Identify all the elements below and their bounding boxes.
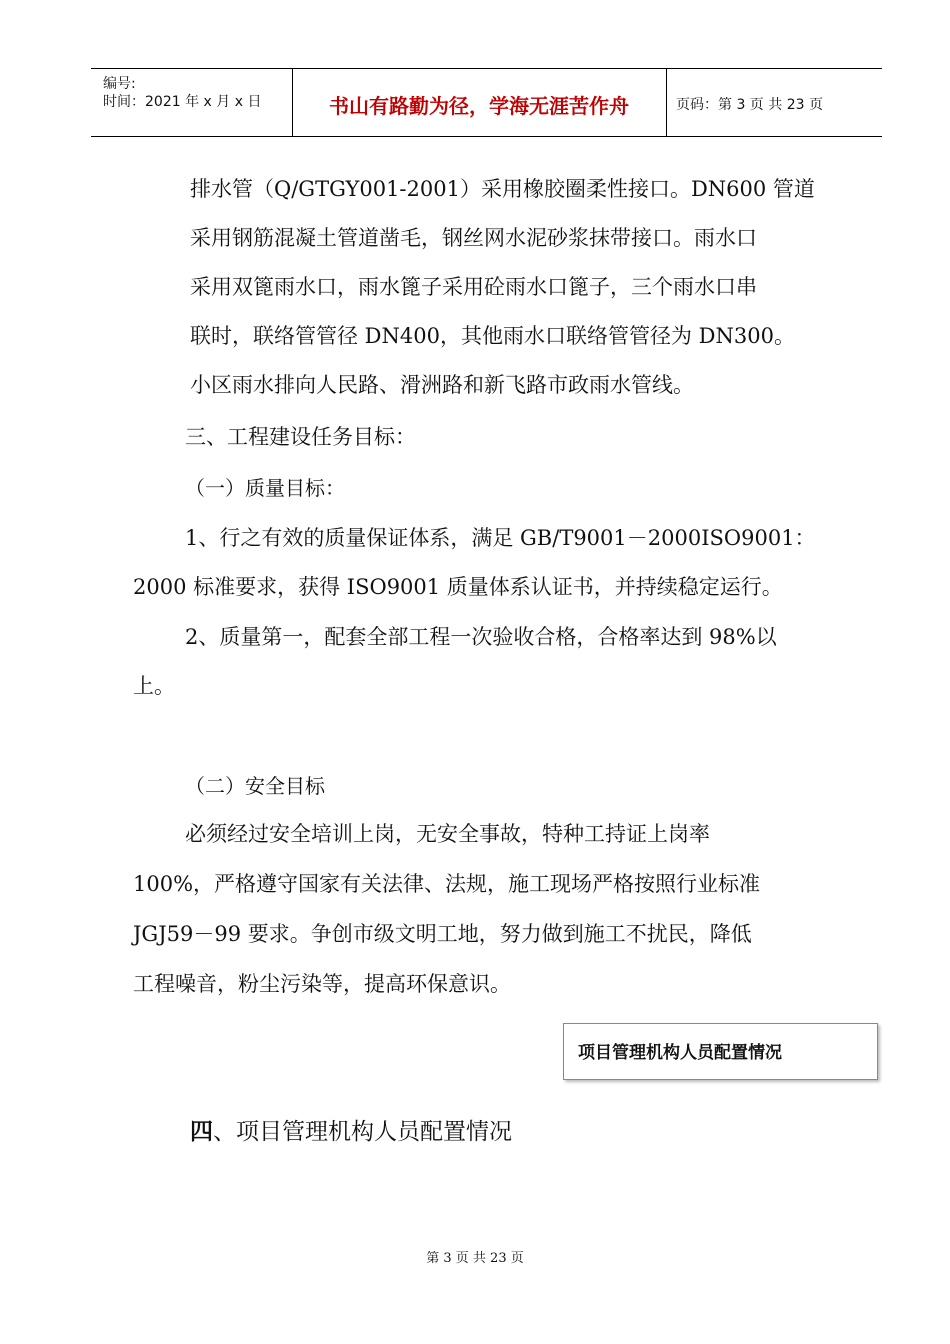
section-4-heading: [190, 1113, 512, 1146]
header-left-cell: [91, 69, 293, 136]
section-4-title: 、项目管理机构人员配置情况: [213, 1119, 512, 1145]
section-4-number: 四: [190, 1118, 213, 1145]
quality-line: 上。: [133, 674, 175, 698]
body-line: 排水管（Q/GTGY001-2001）采用橡胶圈柔性接口。DN600 管道: [190, 177, 815, 201]
safety-line: 工程噪音，粉尘污染等，提高环保意识。: [133, 972, 511, 996]
body-line: 采用双篦雨水口，雨水篦子采用砼雨水口篦子，三个雨水口串: [190, 275, 757, 299]
safety-line: 100%，严格遵守国家有关法律、法规，施工现场严格按照行业标准: [133, 872, 761, 896]
body-line: 采用钢筋混凝土管道凿毛，钢丝网水泥砂浆抹带接口。雨水口: [190, 226, 757, 250]
safety-line: JGJ59－99 要求。争创市级文明工地，努力做到施工不扰民，降低: [133, 922, 752, 946]
quality-goal-heading: （一）质量目标：: [185, 476, 345, 500]
quality-line: 2000 标准要求，获得 ISO9001 质量体系认证书，并持续稳定运行。: [133, 575, 783, 599]
section-3-heading: 三、工程建设任务目标：: [185, 425, 416, 449]
safety-goal-heading: （二）安全目标: [185, 774, 325, 798]
staffing-text-box: [563, 1023, 878, 1080]
page-number-label: 页码：第 3 页 共 23 页: [676, 97, 823, 113]
body-line: 小区雨水排向人民路、滑洲路和新飞路市政雨水管线。: [190, 373, 694, 397]
code-label: 编号:: [103, 76, 136, 92]
header-right-cell: [667, 69, 882, 136]
time-label: 时间：2021 年 x 月 x 日: [103, 94, 262, 110]
quality-line: 1、行之有效的质量保证体系，满足 GB/T9001－2000ISO9001：: [185, 526, 816, 550]
motto: 书山有路勤为径，学海无涯苦作舟: [329, 94, 629, 118]
page-footer: 第 3 页 共 23 页: [426, 1251, 524, 1266]
safety-line: 必须经过安全培训上岗，无安全事故，特种工持证上岗率: [185, 822, 710, 846]
header-motto-cell: [292, 69, 667, 136]
staffing-box-label: 项目管理机构人员配置情况: [578, 1043, 782, 1063]
page-header: [91, 68, 882, 137]
quality-line: 2、质量第一，配套全部工程一次验收合格，合格率达到 98%以: [185, 625, 777, 649]
body-line: 联时，联络管管径 DN400，其他雨水口联络管管径为 DN300。: [190, 324, 795, 348]
